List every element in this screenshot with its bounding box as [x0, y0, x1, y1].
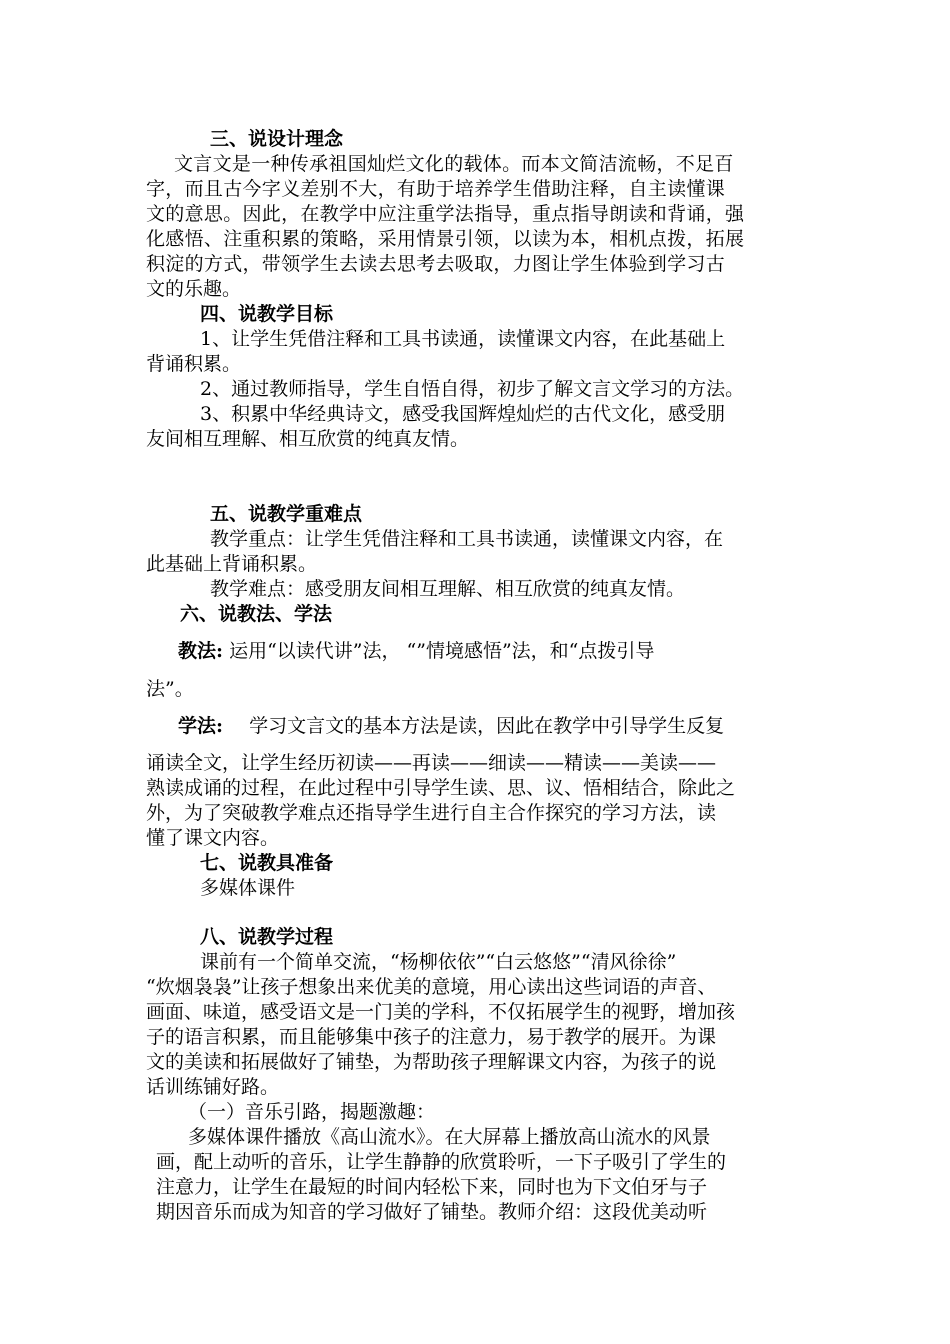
- learning-method-line: [178, 714, 724, 739]
- section-heading-design-concept: 三、说设计理念: [210, 128, 344, 150]
- paragraph-line: 注意力，让学生在最短的时间内轻松下来，同时也为下文伯牙与子: [156, 1176, 708, 1198]
- paragraph-line: 画，配上动听的音乐，让学生静静的欣赏聆听，一下子吸引了学生的: [156, 1151, 727, 1173]
- subsection-heading-music-intro: （一）音乐引路，揭题激趣：: [188, 1101, 436, 1123]
- goal-item: 1、让学生凭借注释和工具书读通，读懂课文内容，在此基础上: [200, 328, 726, 350]
- paragraph-line: 期因音乐而成为知音的学习做好了铺垫。教师介绍：这段优美动听: [156, 1201, 708, 1223]
- paragraph-line: 懂了课文内容。: [146, 827, 280, 849]
- teaching-tools-text: 多媒体课件: [200, 877, 296, 899]
- paragraph-line: 多媒体课件播放《高山流水》。在大屏幕上播放高山流水的风景: [188, 1126, 711, 1148]
- section-heading-teaching-tools: 七、说教具准备: [200, 852, 334, 874]
- section-heading-teaching-process: 八、说教学过程: [200, 926, 334, 948]
- section-heading-key-points: 五、说教学重难点: [210, 503, 363, 525]
- paragraph-line: 化感悟、注重积累的策略，采用情景引领，以读为本，相机点拨，拓展: [146, 228, 745, 250]
- paragraph-line: 文的乐趣。: [146, 278, 242, 300]
- key-point-line: 教学重点：让学生凭借注释和工具书读通，读懂课文内容，在: [210, 528, 724, 550]
- paragraph-line: 话训练铺好路。: [146, 1076, 280, 1098]
- paragraph-line: “炊烟袅袅”让孩子想象出来优美的意境，用心读出这些词语的声音、: [146, 976, 717, 998]
- goal-item: 2、通过教师指导，学生自悟自得，初步了解文言文学习的方法。: [200, 378, 745, 400]
- paragraph-line: 积淀的方式，带领学生去读去思考去吸取，力图让学生体验到学习古: [146, 253, 726, 275]
- paragraph-line: 画面、味道，感受语文是一门美的学科，不仅拓展学生的视野，增加孩: [146, 1001, 736, 1023]
- learning-method-text: 学习文言文的基本方法是读，因此在教学中引导学生反复: [249, 715, 725, 737]
- paragraph-line: 文的美读和拓展做好了铺垫，为帮助孩子理解课文内容，为孩子的说: [146, 1051, 717, 1073]
- paragraph-line: 熟读成诵的过程，在此过程中引导学生读、思、议、悟相结合，除此之: [146, 777, 736, 799]
- goal-item-continued: 背诵积累。: [146, 353, 242, 375]
- section-heading-teaching-goals: 四、说教学目标: [200, 303, 334, 325]
- goal-item-continued: 友间相互理解、相互欣赏的纯真友情。: [146, 428, 470, 450]
- paragraph-line: 课前有一个简单交流，“杨柳依依”“白云悠悠”“清风徐徐”: [200, 951, 677, 973]
- paragraph-line: 外，为了突破教学难点还指导学生进行自主合作探究的学习方法，读: [146, 802, 717, 824]
- learning-method-label: 学法:: [178, 715, 224, 737]
- key-point-line: 此基础上背诵积累。: [146, 553, 318, 575]
- difficulty-line: 教学难点：感受朋友间相互理解、相互欣赏的纯真友情。: [210, 578, 686, 600]
- section-heading-methods: 六、说教法、学法: [180, 603, 333, 625]
- paragraph-line: 子的语言积累，而且能够集中孩子的注意力，易于教学的展开。为课: [146, 1026, 717, 1048]
- goal-item: 3、积累中华经典诗文，感受我国辉煌灿烂的古代文化，感受朋: [200, 403, 726, 425]
- paragraph-line: 文的意思。因此，在教学中应注重学法指导，重点指导朗读和背诵，强: [146, 203, 745, 225]
- teaching-method-line: [178, 639, 654, 664]
- paragraph-line: 诵读全文，让学生经历初读——再读——细读——精读——美读——: [146, 752, 717, 774]
- paragraph-line: 文言文是一种传承祖国灿烂文化的载体。而本文简洁流畅，不足百: [174, 153, 734, 175]
- paragraph-line: 字，而且古今字义差别不大，有助于培养学生借助注释，自主读懂课: [146, 178, 726, 200]
- teaching-method-continued: 法”。: [146, 678, 194, 700]
- teaching-method-label: 教法:: [178, 640, 224, 662]
- teaching-method-text: 运用“以读代讲”法， “”情境感悟”法，和“点拨引导: [229, 640, 655, 662]
